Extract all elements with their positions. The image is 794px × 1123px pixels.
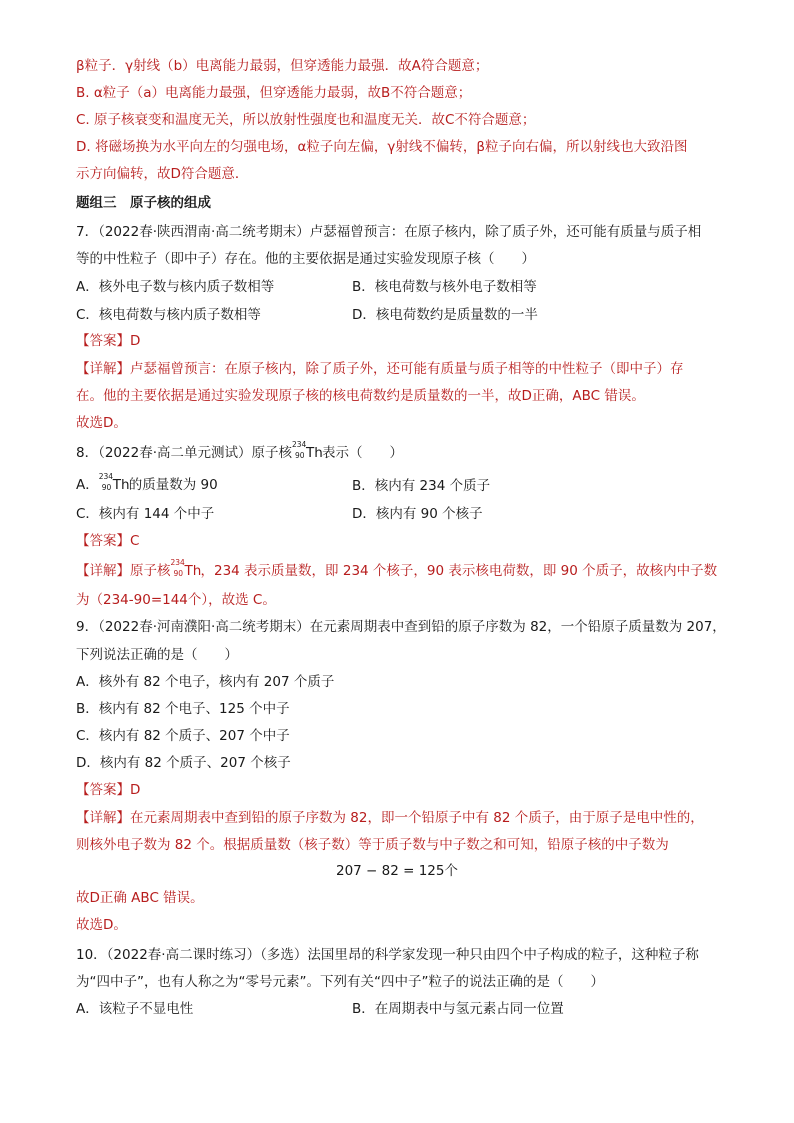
solution-line: C. 原子核衰变和温度无关，所以放射性强度也和温度无关．故C不符合题意； [76, 112, 536, 128]
q7-detail [76, 359, 684, 379]
detail-text: 在元素周期表中查到铅的原子序数为 82，即一个铅原子中有 82 个质子，由于原子是电中性的， [130, 810, 704, 826]
question-9-stem: 下列说法正确的是（ ） [76, 647, 238, 663]
q8-option-c: C．核内有 144 个中子 [76, 506, 215, 522]
nuclide-notation [170, 558, 202, 580]
answer-tag: 【答案】 [76, 533, 130, 549]
q8-option-a [76, 472, 218, 495]
q7-option-b: B．核电荷数与核外电子数相等 [352, 279, 537, 295]
element-symbol: Th [306, 445, 323, 461]
q9-equation: 207 − 82 = 125个 [335, 863, 458, 879]
detail-tag: 【详解】 [76, 810, 130, 826]
answer-value: D [130, 782, 141, 798]
atomic-number: 90 [295, 451, 305, 460]
mass-number: 234 [170, 558, 185, 567]
q7-answer [76, 331, 140, 351]
atomic-number: 90 [173, 569, 184, 578]
question-8-stem [76, 440, 403, 463]
mass-number: 234 [98, 472, 114, 481]
detail-tag: 【详解】 [76, 563, 130, 579]
stem-text: 8．（2022春·高二单元测试）原子核 [76, 445, 292, 461]
solution-line: B. α粒子（a）电离能力最强，但穿透能力最弱，故B不符合题意； [76, 85, 472, 101]
nuclide-notation [292, 440, 323, 462]
detail-tag: 【详解】 [76, 361, 130, 377]
atomic-number: 90 [101, 483, 112, 492]
q8-option-d: D．核内有 90 个核子 [352, 506, 483, 522]
q9-detail [76, 808, 704, 828]
element-symbol: Th [112, 477, 130, 493]
section-heading: 题组三 原子核的组成 [76, 195, 211, 211]
q7-option-a: A．核外电子数与核内质子数相等 [76, 279, 275, 295]
option-label: A． [76, 477, 99, 493]
stem-text: 表示（ ） [322, 445, 403, 461]
q10-option-a: A．该粒子不显电性 [76, 1001, 194, 1017]
question-7-stem: 等的中性粒子（即中子）存在。他的主要依据是通过实验发现原子核（ ） [76, 251, 535, 267]
q9-detail: 故D正确 ABC 错误。 [76, 890, 204, 906]
answer-tag: 【答案】 [76, 782, 130, 798]
q7-conclusion: 故选D。 [76, 415, 127, 431]
q10-option-b: B．在周期表中与氢元素占同一位置 [352, 1001, 564, 1017]
nuclide-notation [98, 472, 130, 494]
q9-detail: 则核外电子数为 82 个。根据质量数（核子数）等于质子数与中子数之和可知，铅原子核的中子数为 [76, 837, 669, 853]
q7-option-d: D．核电荷数约是质量数的一半 [352, 307, 538, 323]
question-9-stem: 9．（2022春·河南濮阳·高二统考期末）在元素周期表中查到铅的原子序数为 82，一个铅原子质量数为 207， [76, 619, 726, 635]
detail-text: ，234 表示质量数，即 234 个核子，90 表示核电荷数，即 90 个质子，故核内中子数 [200, 563, 718, 579]
q8-answer [76, 531, 139, 551]
solution-line: β粒子．γ射线（b）电离能力最弱，但穿透能力最强．故A符合题意； [76, 58, 489, 74]
question-10-stem: 为“四中子”，也有人称之为“零号元素”。下列有关“四中子”粒子的说法正确的是（ ） [76, 974, 604, 990]
answer-value: C [130, 533, 140, 549]
solution-line: D. 将磁场换为水平向左的匀强电场，α粒子向左偏，γ射线不偏转，β粒子向右偏，所以射线也大致沿图 [76, 139, 688, 155]
q9-option-a: A．核外有 82 个电子，核内有 207 个质子 [76, 674, 335, 690]
detail-text: 卢瑟福曾预言：在原子核内，除了质子外，还可能有质量与质子相等的中性粒子（即中子）存 [130, 361, 684, 377]
q8-option-b: B．核内有 234 个质子 [352, 478, 491, 494]
q7-option-c: C．核电荷数与核内质子数相等 [76, 307, 261, 323]
q8-detail: 为（234-90=144个），故选 C。 [76, 592, 276, 608]
mass-number: 234 [292, 440, 307, 449]
q9-conclusion: 故选D。 [76, 917, 127, 933]
q8-detail [76, 558, 718, 581]
question-7-stem: 7．（2022春·陕西渭南·高二统考期末）卢瑟福曾预言：在原子核内，除了质子外，还可能有质量与质子相 [76, 224, 702, 240]
question-10-stem: 10．（2022春·高二课时练习）（多选）法国里昂的科学家发现一种只由四个中子构成的粒子，这种粒子称 [76, 947, 699, 963]
q7-detail: 在。他的主要依据是通过实验发现原子核的核电荷数约是质量数的一半，故D正确，ABC 错误。 [76, 388, 645, 404]
detail-text: 原子核 [130, 563, 171, 579]
q9-option-b: B．核内有 82 个电子、125 个中子 [76, 701, 290, 717]
q9-answer [76, 780, 140, 800]
solution-line: 示方向偏转，故D符合题意． [76, 166, 249, 182]
q9-option-d: D．核内有 82 个质子、207 个核子 [76, 755, 291, 771]
option-text: 的质量数为 90 [128, 477, 218, 493]
q9-option-c: C．核内有 82 个质子、207 个中子 [76, 728, 290, 744]
answer-tag: 【答案】 [76, 333, 130, 349]
element-symbol: Th [184, 563, 202, 579]
answer-value: D [130, 333, 141, 349]
